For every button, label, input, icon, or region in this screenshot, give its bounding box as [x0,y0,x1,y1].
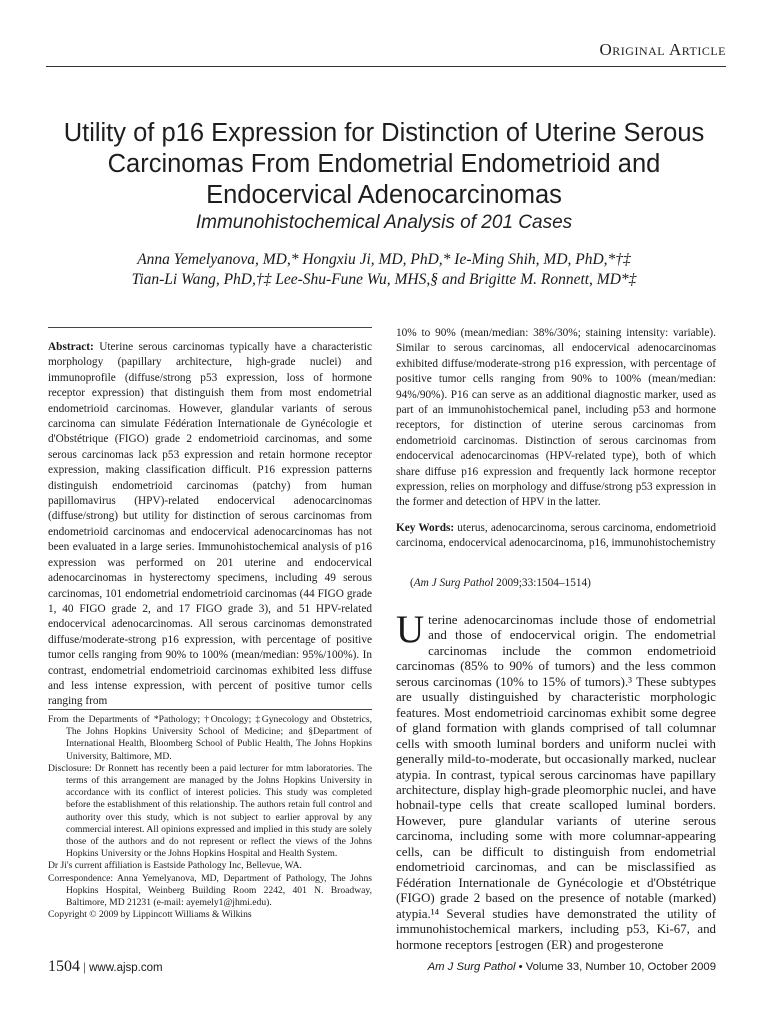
author-list [30,250,738,290]
citation-journal: Am J Surg Pathol [413,577,494,589]
footnote-rule [48,709,372,710]
title-line: Endocervical Adenocarcinomas [206,181,562,209]
body-paragraph: terine adenocarcinomas include those of endometrial and those of endocervical origin. The endometrial carcinomas include the common endometrioid carcinomas (85% to 90% of tumors) and the less common serous carcinomas (10% to 15% of tumors).³ These subtypes are usually distinguished by characteristic morphologic features. Most endometrioid carcinomas exhibit some degree of gland formation with glands comprised of tall columnar cells with smooth luminal borders and uniform nuclei with generally mild-to-moderate, but occasionally marked, nuclear atypia. In contrast, typical serous carcinomas have papillary architecture, display high-grade pleomorphic nuclei, and have hobnail-type cells that create scalloped luminal borders. However, pure glandular variants of uterine serous carcinoma, including some with more columnar-appearing cells, can be difficult to distinguish from endometrial endometrioid carcinomas, and can be misclassified as Fédération Internationale de Gynécologie et d'Obstétrique (FIGO) grade 2 based on the presence of notable (marked) atypia.¹⁴ Several studies have demonstrated the utility of immunohistochemical markers, including p53, Ki-67, and hormone receptors [estrogen (ER) and progesterone [396,613,716,952]
footnotes [48,714,372,921]
footnote-affiliations: From the Departments of *Pathology; †Oncology; ‡Gynecology and Obstetrics, The Johns Hopkins University School of Medicine; and §Department of International Health, Bloomberg School of Public Health, The Johns Hopkins University, Baltimore, MD. [48,714,372,762]
title-line: Utility of p16 Expression for Distinction of Uterine Serous [63,119,705,147]
footnote-correspondence: Correspondence: Anna Yemelyanova, MD, Department of Pathology, The Johns Hopkins Hospital, Weinberg Building Room 2242, 401 N. Broadway, Baltimore, MD 21231 (e-mail: ayemely1@jhmi.edu). [48,872,372,909]
citation [410,577,716,589]
journal-url[interactable]: www.ajsp.com [89,962,163,974]
keywords [396,521,716,552]
running-head: Original Article [599,40,726,59]
citation-details: 2009;33:1504–1514) [493,577,591,589]
title-line: Carcinomas From Endometrial Endometrioid and [107,150,661,178]
footnote-disclosure: Disclosure: Dr Ronnett has recently been a paid lecturer for mtm laboratories. The terms of this arrangement are managed by the Johns Hopkins University in accordance with its conflict of interest policies. This study was completed before the establishment of this relationship. The authors retain full control and authority over this study, which is not subject to earlier approval by any commercial interest. All opinions expressed and implied in this study are solely those of the authors and do not represent or reflect the views of the Johns Hopkins University or the Johns Hopkins Hospital and Health System. [48,762,372,860]
footnote-copyright: Copyright © 2009 by Lippincott Williams & Wilkins [48,909,252,921]
keywords-label: Key Words: [396,522,455,534]
abstract-continuation: 10% to 90% (mean/median: 38%/30%; staining intensity: variable). Similar to serous carcinomas, all endocervical adenocarcinomas exhibited diffuse/moderate-strong p16 expression, with percentage of positive tumor cells ranging from 90% to 100% (mean/median: 94%/90%). P16 can serve as an additional diagnostic marker, used as part of an immunohistochemical panel, including p53 and hormone receptors, for distinction of uterine serous carcinomas from endometrioid carcinomas. Distinction of serous carcinomas from endocervical adenocarcinomas (HPV-related type), both of which share diffuse p16 expression and frequently lack hormone receptor expression, relies on morphology and diffuse/strong p53 expression in the former and detection of HPV in the latter. [396,327,716,509]
keywords-text: uterus, adenocarcinoma, serous carcinoma, endometrioid carcinoma, endocervical adenocarcinoma, p16, immunohistochemistry [396,522,716,550]
body-intro [396,608,716,952]
citation-open: ( [410,577,414,589]
abstract [48,340,372,710]
abstract-text: Uterine serous carcinomas typically have a characteristic morphology (papillary architecture, high-grade nuclei) and immunoprofile (diffuse/strong p53 expression, loss of hormone receptor expression) that distinguish them from most endometrial endometrioid carcinomas. However, glandular variants of serous carcinoma can simulate Fédération Internationale de Gynécologie et d'Obstétrique (FIGO) grade 2 endometrioid carcinomas, and some serous carcinomas lack p53 expression and retain hormone receptor expression, making classification difficult. P16 expression patterns distinguish endometrioid carcinomas (patchy) from human papillomavirus (HPV)-related endocervical adenocarcinomas (diffuse/strong) but utility for distinction of serous carcinomas from endometrioid carcinomas and endocervical adenocarcinomas has not been evaluated in a large series. Immunohistochemical analysis of p16 expression was performed on 201 uterine and endocervical adenocarcinomas in hysterectomy specimens, including 49 serous carcinomas, 101 endometrial endometrioid carcinomas (44 FIGO grade 1, 40 FIGO grade 2, and 17 FIGO grade 3), and 51 HPV-related endocervical adenocarcinomas. All serous carcinomas demonstrated diffuse/moderate-strong p16 expression, with percentage of positive tumor cells ranging from 90% to 100% (mean/median: 95%/100%). In contrast, endometrial endometrioid carcinomas exhibited less diffuse and less intense expression, with percent of positive tumor cells ranging from [48,341,372,708]
article-title [30,118,738,211]
author-line: Anna Yemelyanova, MD,* Hongxiu Ji, MD, PhD,* Ie-Ming Shih, MD, PhD,*†‡ [137,251,631,268]
abstract-rule [48,327,372,328]
footnote-current-affiliation: Dr Ji's current affiliation is Eastside Pathology Inc, Bellevue, WA. [48,860,302,872]
footer-right [428,961,716,973]
abstract-label: Abstract: [48,341,94,353]
footer-left [48,958,163,976]
page-number: 1504 [48,958,80,975]
header-rule [46,66,726,67]
drop-cap: U [396,608,425,651]
footer-journal: Am J Surg Pathol [427,961,516,973]
footer-issue: • Volume 33, Number 10, October 2009 [515,961,716,973]
author-line: Tian-Li Wang, PhD,†‡ Lee-Shu-Fune Wu, MHS,§ and Brigitte M. Ronnett, MD*‡ [131,271,637,288]
article-subtitle: Immunohistochemical Analysis of 201 Cases [195,212,573,233]
footer-separator: | [80,959,90,974]
